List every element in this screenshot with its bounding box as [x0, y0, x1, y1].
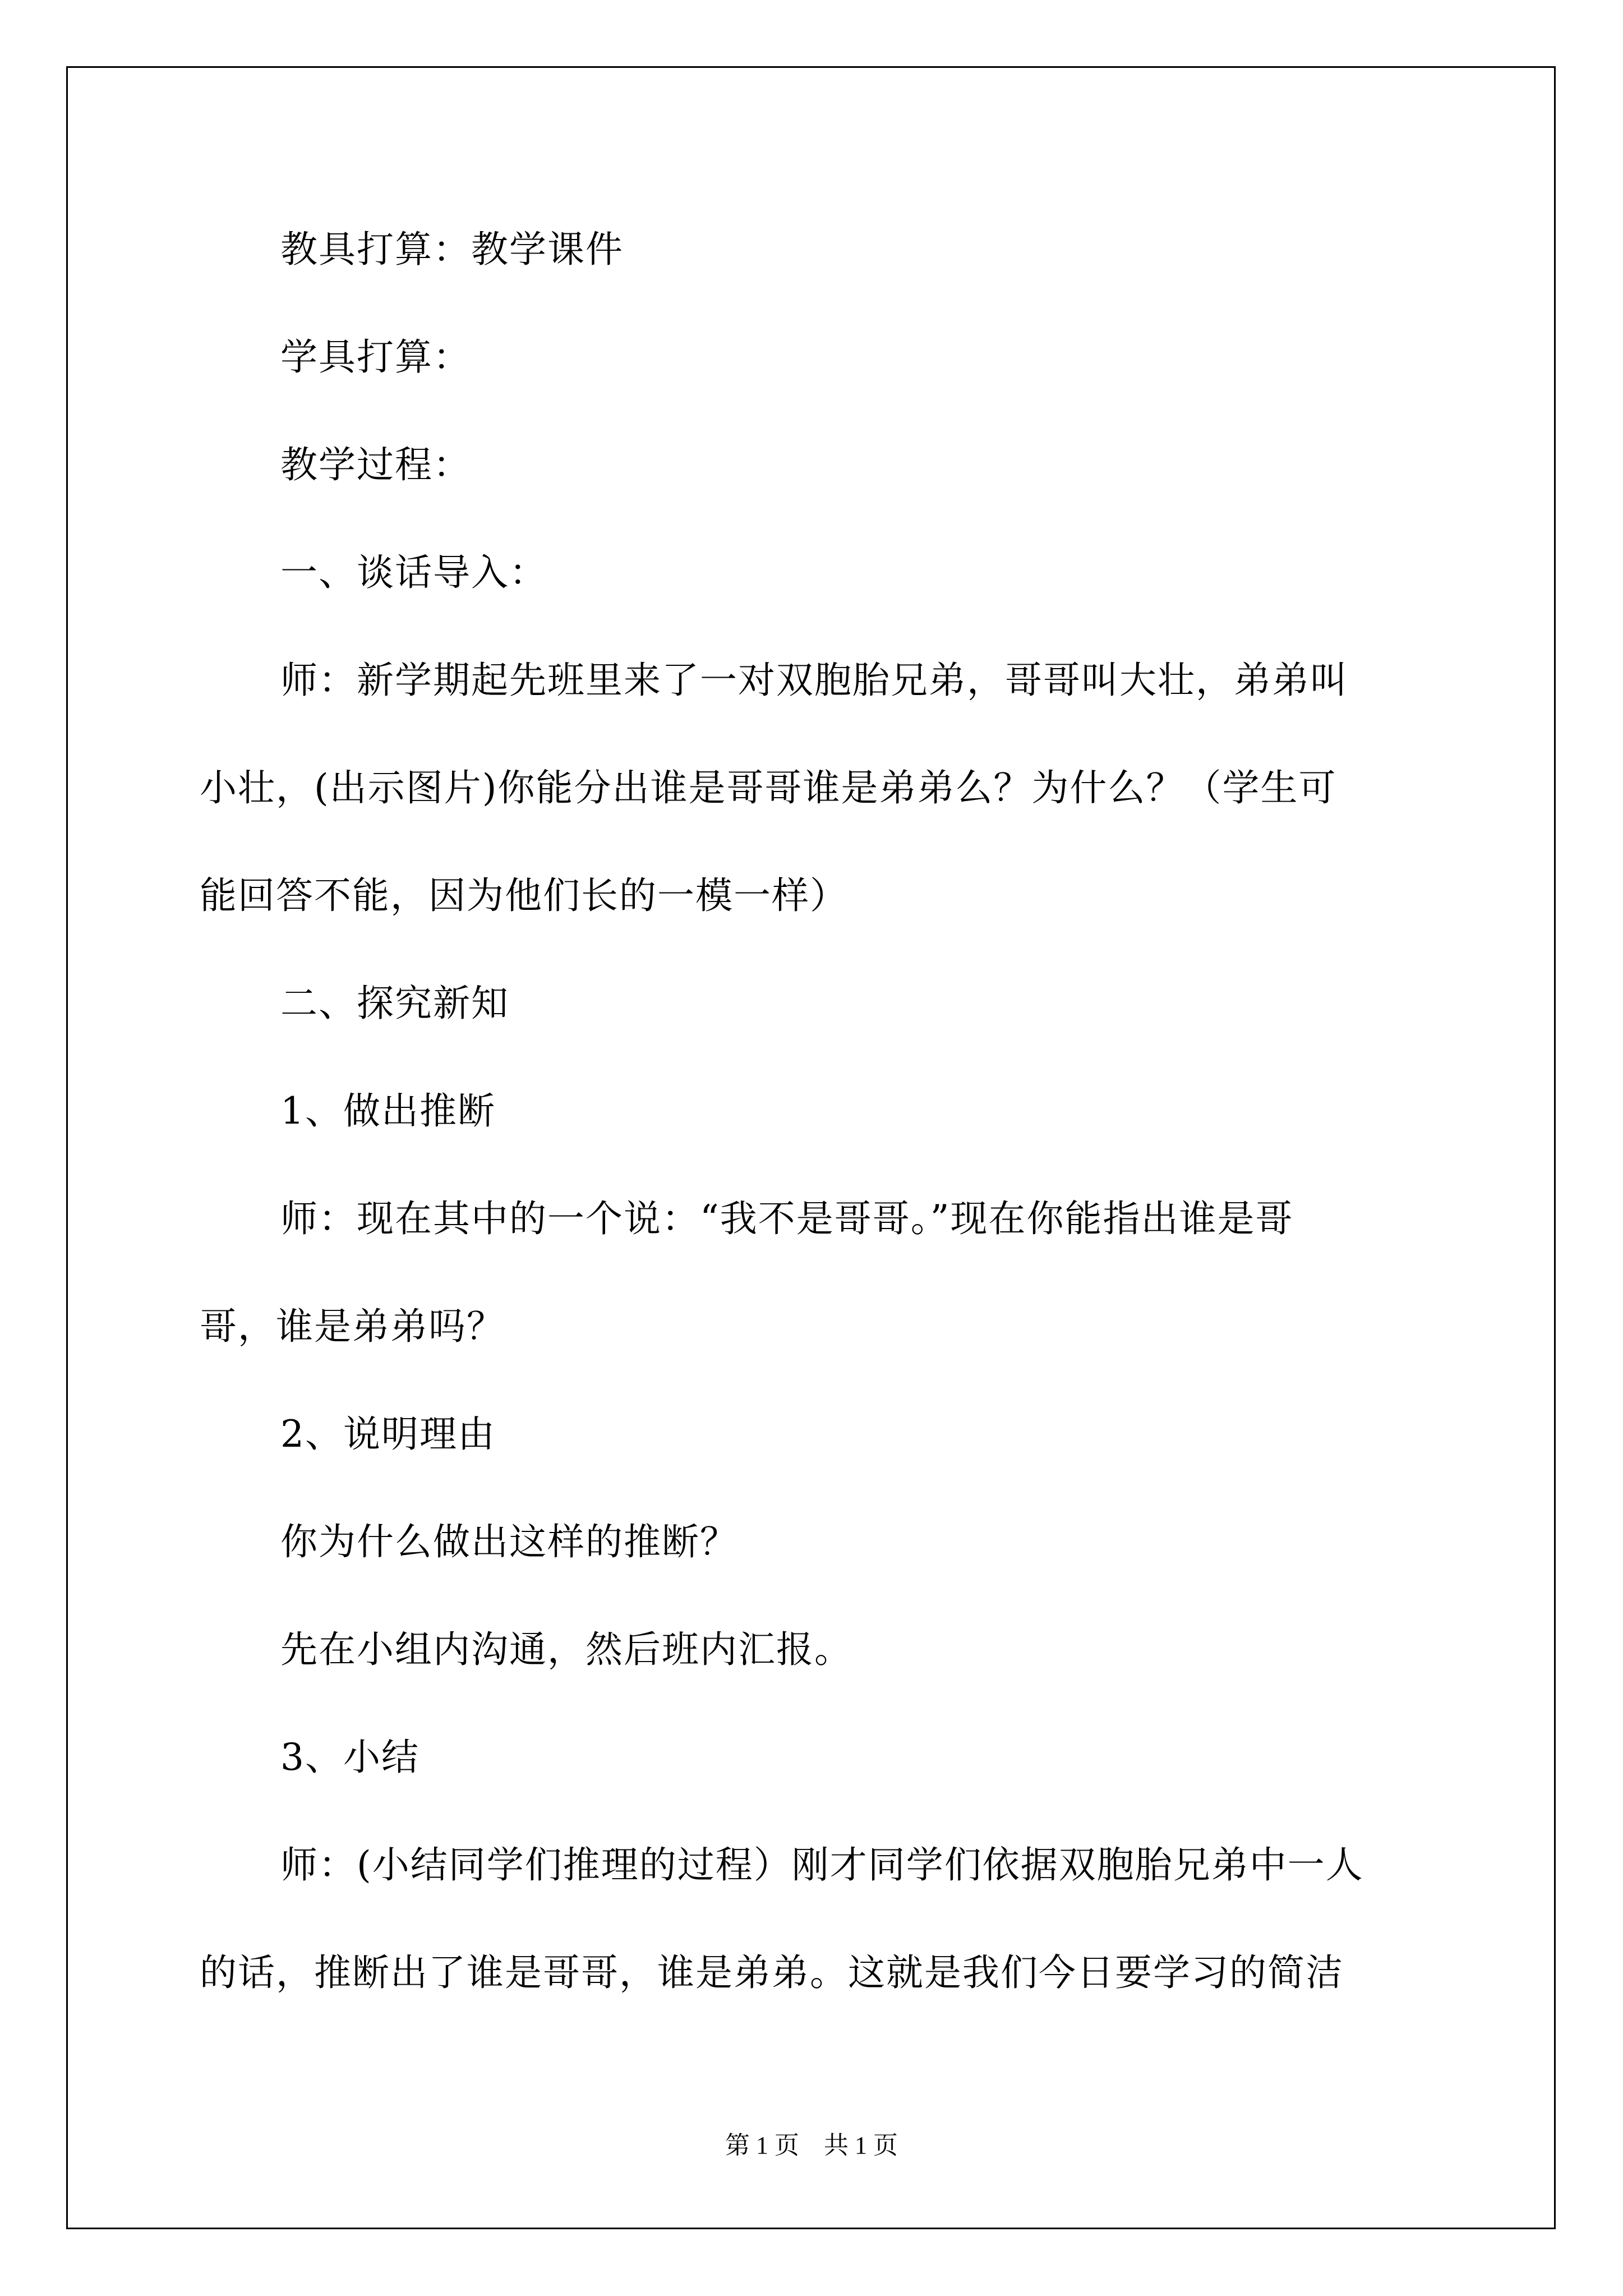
paragraph-line: 师：现在其中的一个说：“我不是哥哥。”现在你能指出谁是哥 — [280, 1197, 1294, 1240]
section-heading: 二、探究新知 — [280, 982, 509, 1025]
paragraph-line: 先在小组内沟通，然后班内汇报。 — [280, 1628, 852, 1671]
paragraph-line: 你为什么做出这样的推断？ — [280, 1520, 738, 1563]
subsection-heading: 3、小结 — [280, 1736, 419, 1779]
paragraph-line: 哥，谁是弟弟吗？ — [200, 1305, 505, 1348]
paragraph-line: 能回答不能，因为他们长的一模一样） — [200, 874, 848, 917]
paragraph-line: 小壮，(出示图片)你能分出谁是哥哥谁是弟弟么？为什么？（学生可 — [200, 766, 1337, 809]
paragraph-line: 的话，推断出了谁是哥哥，谁是弟弟。这就是我们今日要学习的简洁 — [200, 1951, 1344, 1994]
section-heading: 一、谈话导入： — [280, 551, 547, 594]
paragraph-line: 教具打算：教学课件 — [280, 228, 624, 271]
subsection-heading: 2、说明理由 — [280, 1412, 496, 1456]
page-footer: 第 1 页 共 1 页 — [725, 2132, 898, 2159]
paragraph-line: 师：(小结同学们推理的过程）刚才同学们依据双胞胎兄弟中一人 — [280, 1843, 1364, 1887]
paragraph-line: 师：新学期起先班里来了一对双胞胎兄弟，哥哥叫大壮，弟弟叫 — [280, 659, 1348, 702]
subsection-heading: 1、做出推断 — [280, 1089, 496, 1133]
paragraph-line: 教学过程： — [280, 443, 471, 486]
page-border — [66, 66, 1556, 2229]
paragraph-line: 学具打算： — [280, 335, 471, 379]
